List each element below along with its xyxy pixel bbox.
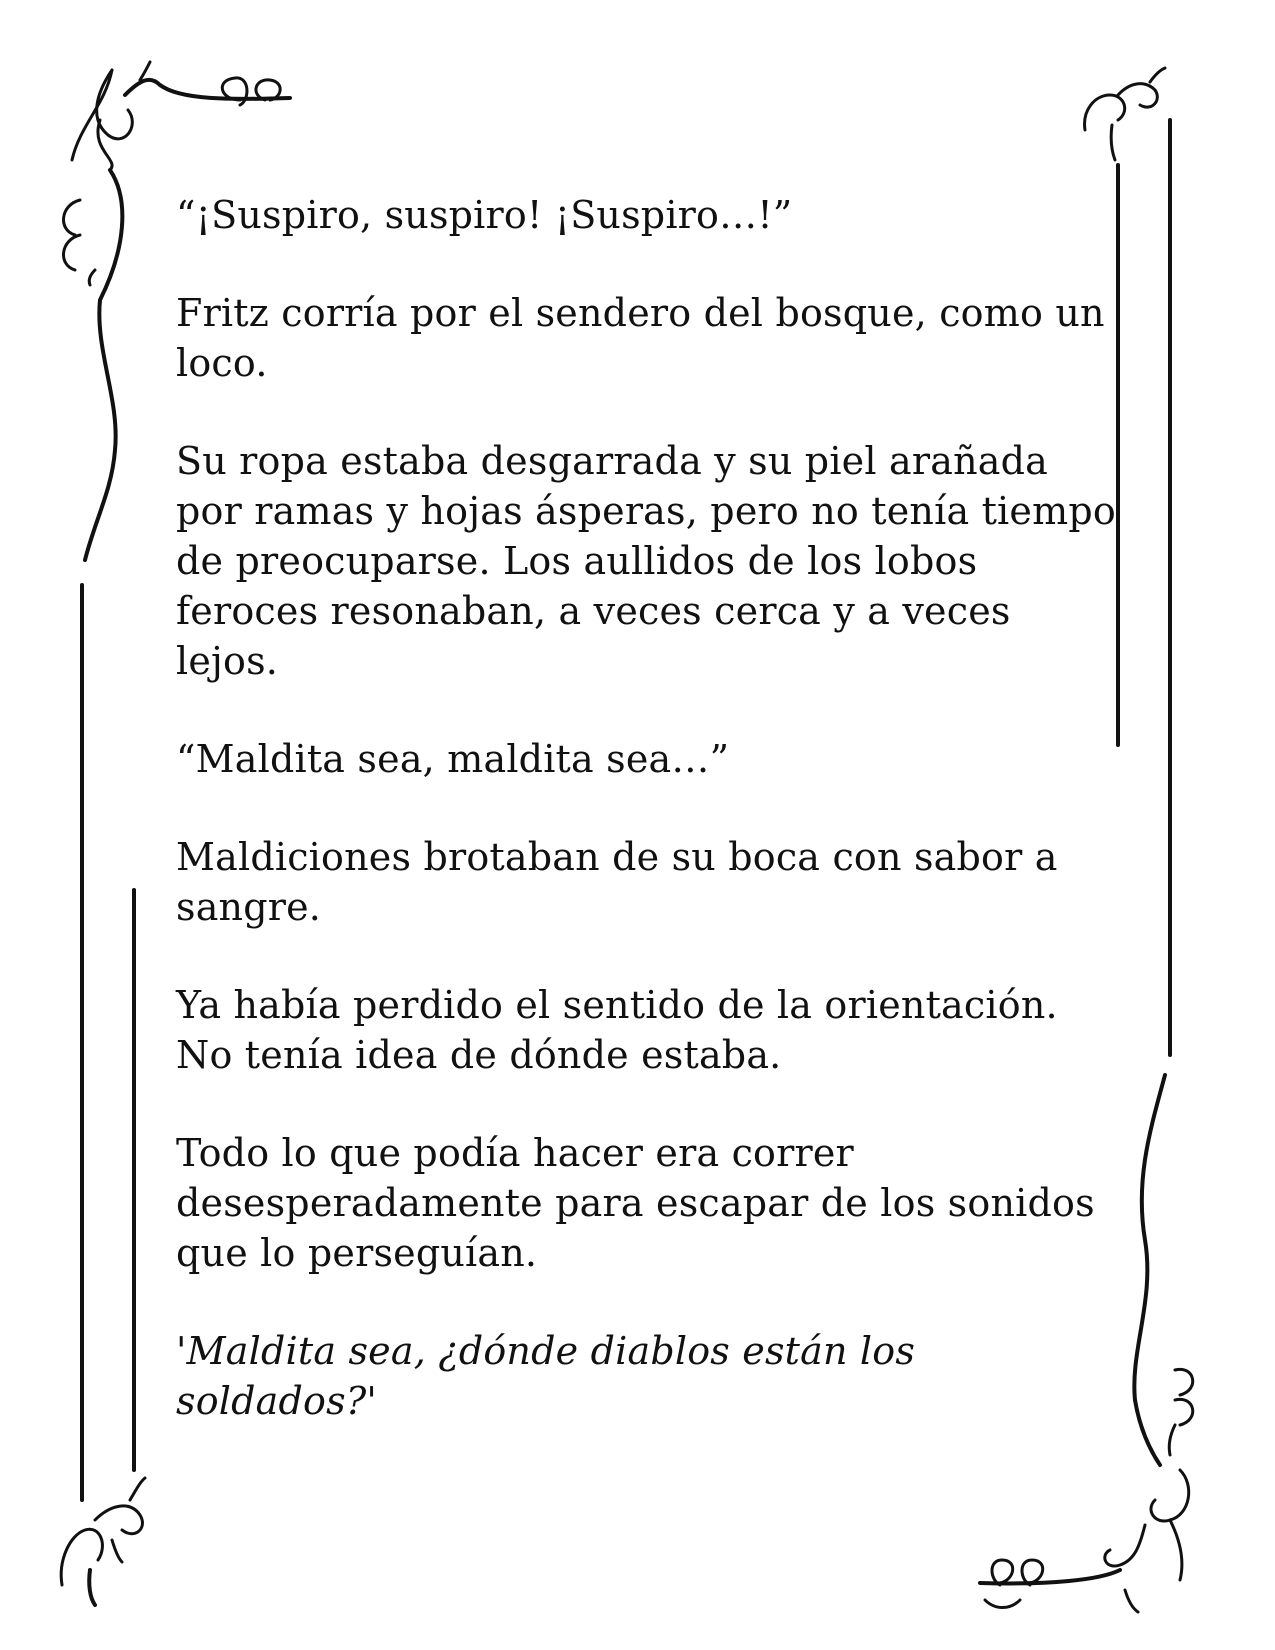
- paragraph-1: “¡Suspiro, suspiro! ¡Suspiro…!”: [176, 193, 793, 237]
- story-text: [176, 190, 1116, 1474]
- top-right-flourish: [1085, 68, 1165, 160]
- paragraph-3: Su ropa estaba desgarrada y su piel arañada por ramas y hojas ásperas, pero no tenía tiempo de preocuparse. Los aullidos de los lobos feroces resonaban, a veces cerca y a veces lejos.: [176, 439, 1116, 683]
- paragraph-5: Maldiciones brotaban de su boca con sabor a sangre.: [176, 835, 1058, 929]
- paragraph-2: Fritz corría por el sendero del bosque, como un loco.: [176, 291, 1105, 385]
- paragraph-4: “Maldita sea, maldita sea…”: [176, 737, 730, 781]
- bottom-left-flourish: [61, 1478, 145, 1605]
- paragraph-7: Todo lo que podía hacer era correr desesperadamente para escapar de los sonidos que lo perseguían.: [176, 1131, 1095, 1275]
- paragraph-8-thought: 'Maldita sea, ¿dónde diablos están los soldados?': [176, 1329, 916, 1423]
- paragraph-6: Ya había perdido el sentido de la orientación. No tenía idea de dónde estaba.: [176, 983, 1058, 1077]
